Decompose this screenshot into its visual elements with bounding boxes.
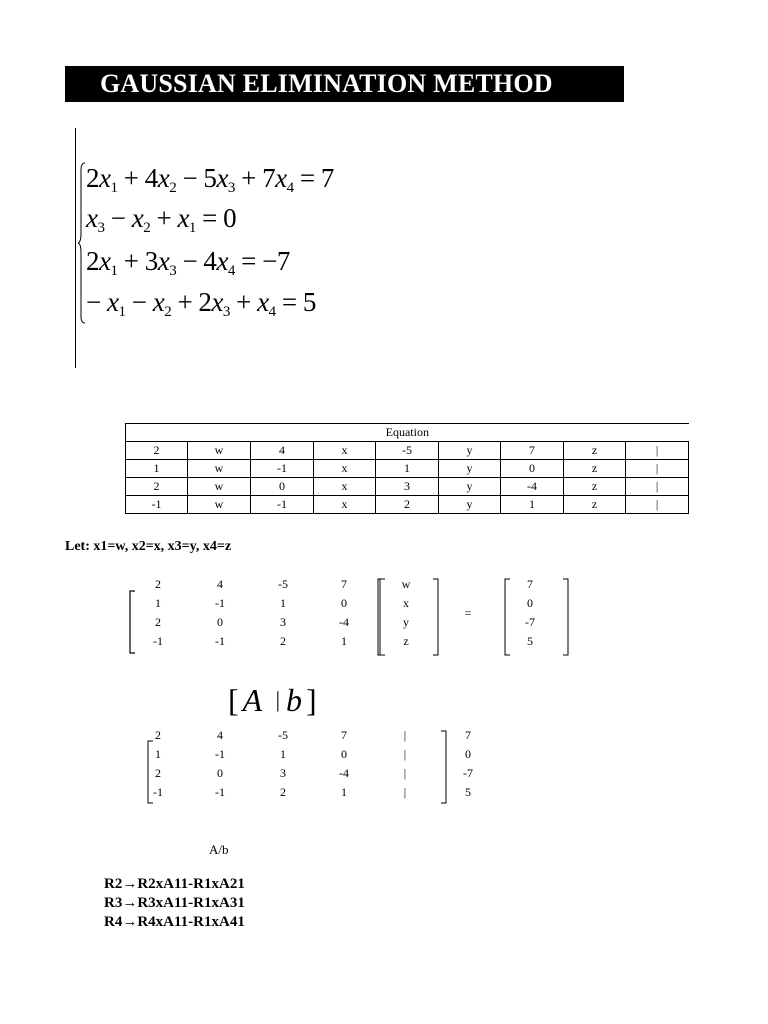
equation-variable: x: [177, 203, 189, 233]
page-title: GAUSSIAN ELIMINATION METHOD: [65, 66, 624, 102]
vars-left-bracket: [376, 578, 386, 656]
table-row: [126, 442, 689, 460]
equation-text: − 5: [176, 163, 217, 193]
matrix-a-cell: 2: [280, 634, 286, 648]
equation-subscript: 3: [227, 180, 235, 196]
table-cell: 2: [126, 442, 188, 460]
augmented-label-a: A: [242, 682, 262, 718]
table-header-row: [126, 424, 689, 442]
equals-sign: =: [464, 606, 472, 620]
table-cell: z: [564, 496, 626, 514]
variable-cell: y: [403, 615, 409, 629]
matrix-a-cell: -1: [153, 634, 163, 648]
table-cell: |: [626, 478, 689, 496]
augmented-separator: |: [403, 747, 407, 761]
augmented-a-cell: 0: [217, 766, 223, 780]
table-row: [126, 460, 689, 478]
augmented-separator: |: [403, 728, 407, 742]
equation-text: + 3: [117, 246, 158, 276]
augmented-label: [228, 680, 317, 720]
equation-text: = 5: [275, 287, 316, 317]
augmented-a-cell: 1: [280, 747, 286, 761]
matrix-a-cell: 1: [280, 596, 286, 610]
equation-text: + 4: [117, 163, 158, 193]
augmented-a-cell: 1: [155, 747, 161, 761]
augmented-a-cell: -1: [153, 785, 163, 799]
table-cell: -1: [251, 460, 314, 478]
table-cell: |: [626, 496, 689, 514]
matrix-a-cell: 0: [217, 615, 223, 629]
equation-text: 2: [86, 163, 99, 193]
table-cell: -1: [126, 496, 188, 514]
augmented-label-b: b: [286, 682, 303, 718]
augmented-a-cell: -1: [215, 785, 225, 799]
augmented-a-cell: -4: [339, 766, 349, 780]
equation-subscript: 4: [268, 304, 276, 320]
equation-text: −: [86, 287, 107, 317]
equation-table: [125, 423, 689, 514]
equation-text: = −7: [234, 246, 290, 276]
equation-subscript: 2: [164, 304, 172, 320]
equation-subscript: 4: [286, 180, 294, 196]
table-cell: z: [564, 442, 626, 460]
equation-text: − 4: [176, 246, 217, 276]
augmented-b-cell: 7: [465, 728, 471, 742]
vector-b-cell: 5: [527, 634, 533, 648]
augmented-label-sep: |: [275, 687, 281, 712]
equation-4: [86, 287, 316, 327]
table-cell: 3: [376, 478, 439, 496]
augmented-b-cell: 5: [465, 785, 471, 799]
equation-text: −: [104, 203, 132, 233]
augmented-a-cell: 3: [280, 766, 286, 780]
augmented-label-left-bracket: [: [228, 682, 239, 718]
equation-subscript: 3: [97, 220, 105, 236]
b-right-bracket: [562, 578, 570, 656]
augmented-a-cell: 2: [280, 785, 286, 799]
equation-subscript: 3: [169, 263, 177, 279]
equation-variable: x: [157, 246, 170, 276]
table-cell: 0: [501, 460, 564, 478]
equation-variable: x: [157, 163, 170, 193]
vector-b-cell: -7: [525, 615, 535, 629]
variable-cell: z: [403, 634, 409, 648]
table-cell: 7: [501, 442, 564, 460]
table-cell: w: [188, 496, 251, 514]
vars-right-bracket: [432, 578, 440, 656]
augmented-a-cell: 4: [217, 728, 223, 742]
equation-text: = 0: [195, 203, 237, 233]
equation-variable: x: [275, 163, 287, 193]
equation-text: + 7: [234, 163, 276, 193]
table-cell: |: [626, 442, 689, 460]
curly-brace: [78, 162, 86, 324]
table-cell: -1: [251, 496, 314, 514]
augmented-caption: A/b: [209, 842, 229, 857]
equation-subscript: 4: [227, 263, 235, 279]
table-cell: z: [564, 460, 626, 478]
equation-1: [86, 163, 334, 203]
augmented-a-cell: 2: [155, 728, 161, 742]
variable-cell: w: [401, 577, 411, 591]
augmented-a-cell: -1: [215, 747, 225, 761]
variable-cell: x: [403, 596, 409, 610]
equation-variable: x: [99, 163, 111, 193]
table-cell: |: [626, 460, 689, 478]
augmented-separator: |: [403, 785, 407, 799]
matrix-a-cell: 7: [341, 577, 347, 591]
matrix-a-cell: -5: [278, 577, 288, 591]
equation-text: +: [150, 203, 178, 233]
matrix-a-cell: -1: [215, 634, 225, 648]
equation-subscript: 3: [222, 304, 230, 320]
equation-subscript: 2: [143, 220, 151, 236]
equation-subscript: 1: [188, 220, 196, 236]
table-cell: 4: [251, 442, 314, 460]
table-cell: -5: [376, 442, 439, 460]
table-cell: 0: [251, 478, 314, 496]
equation-text: −: [125, 287, 153, 317]
equation-variable: x: [86, 203, 98, 233]
augmented-label-right-bracket: ]: [306, 682, 317, 718]
matrix-a-left-bracket: [128, 590, 136, 654]
table-cell: -4: [501, 478, 564, 496]
matrix-a-cell: 2: [155, 615, 161, 629]
table-cell: y: [439, 442, 501, 460]
table-cell: y: [439, 496, 501, 514]
equation-subscript: 2: [169, 180, 177, 196]
equation-text: +: [229, 287, 258, 317]
table-cell: z: [564, 478, 626, 496]
augmented-a-cell: 7: [341, 728, 347, 742]
equation-variable: x: [131, 203, 144, 233]
vector-b-cell: 7: [527, 577, 533, 591]
equation-variable: x: [216, 163, 228, 193]
equation-subscript: 1: [110, 263, 118, 279]
augmented-b-left-bracket: [440, 730, 448, 804]
equation-text: = 7: [293, 163, 334, 193]
table-cell: x: [314, 478, 376, 496]
matrix-a-cell: 1: [155, 596, 161, 610]
table-row: [126, 478, 689, 496]
table-header: Equation: [126, 424, 689, 442]
matrix-a-cell: -1: [215, 596, 225, 610]
table-cell: 1: [501, 496, 564, 514]
table-cell: 2: [376, 496, 439, 514]
matrix-a-cell: 3: [280, 615, 286, 629]
table-cell: x: [314, 496, 376, 514]
matrix-a-cell: 4: [217, 577, 223, 591]
row-operation: R4→R4xA11-R1xA41: [104, 914, 245, 930]
equation-3: [86, 246, 290, 286]
equation-variable: x: [152, 287, 165, 317]
augmented-a-cell: 1: [341, 785, 347, 799]
equation-2: [86, 203, 236, 243]
equation-text: + 2: [171, 287, 212, 317]
table-cell: x: [314, 460, 376, 478]
row-operation: R2→R2xA11-R1xA21: [104, 876, 245, 892]
matrix-a-cell: 2: [155, 577, 161, 591]
table-cell: w: [188, 442, 251, 460]
table-cell: x: [314, 442, 376, 460]
substitution-line: Let: x1=w, x2=x, x3=y, x4=z: [65, 539, 232, 554]
augmented-a-cell: -5: [278, 728, 288, 742]
equation-subscript: 1: [110, 180, 118, 196]
augmented-a-cell: 0: [341, 747, 347, 761]
matrix-a-cell: 0: [341, 596, 347, 610]
table-cell: 1: [126, 460, 188, 478]
table-cell: w: [188, 478, 251, 496]
table-cell: y: [439, 460, 501, 478]
matrix-a-cell: 1: [341, 634, 347, 648]
augmented-a-cell: 2: [155, 766, 161, 780]
equation-variable: x: [211, 287, 223, 317]
vertical-rule: [75, 128, 76, 368]
table-row: [126, 496, 689, 514]
table-cell: 2: [126, 478, 188, 496]
vector-b-cell: 0: [527, 596, 533, 610]
equation-text: 2: [86, 246, 99, 276]
table-cell: 1: [376, 460, 439, 478]
augmented-b-cell: 0: [465, 747, 471, 761]
row-operation: R3→R3xA11-R1xA31: [104, 895, 245, 911]
table-cell: y: [439, 478, 501, 496]
equation-variable: x: [106, 287, 119, 317]
equation-variable: x: [99, 246, 111, 276]
equation-subscript: 1: [118, 304, 126, 320]
equation-variable: x: [216, 246, 228, 276]
table-cell: w: [188, 460, 251, 478]
matrix-a-cell: -4: [339, 615, 349, 629]
augmented-b-cell: -7: [463, 766, 473, 780]
augmented-separator: |: [403, 766, 407, 780]
equation-variable: x: [257, 287, 269, 317]
